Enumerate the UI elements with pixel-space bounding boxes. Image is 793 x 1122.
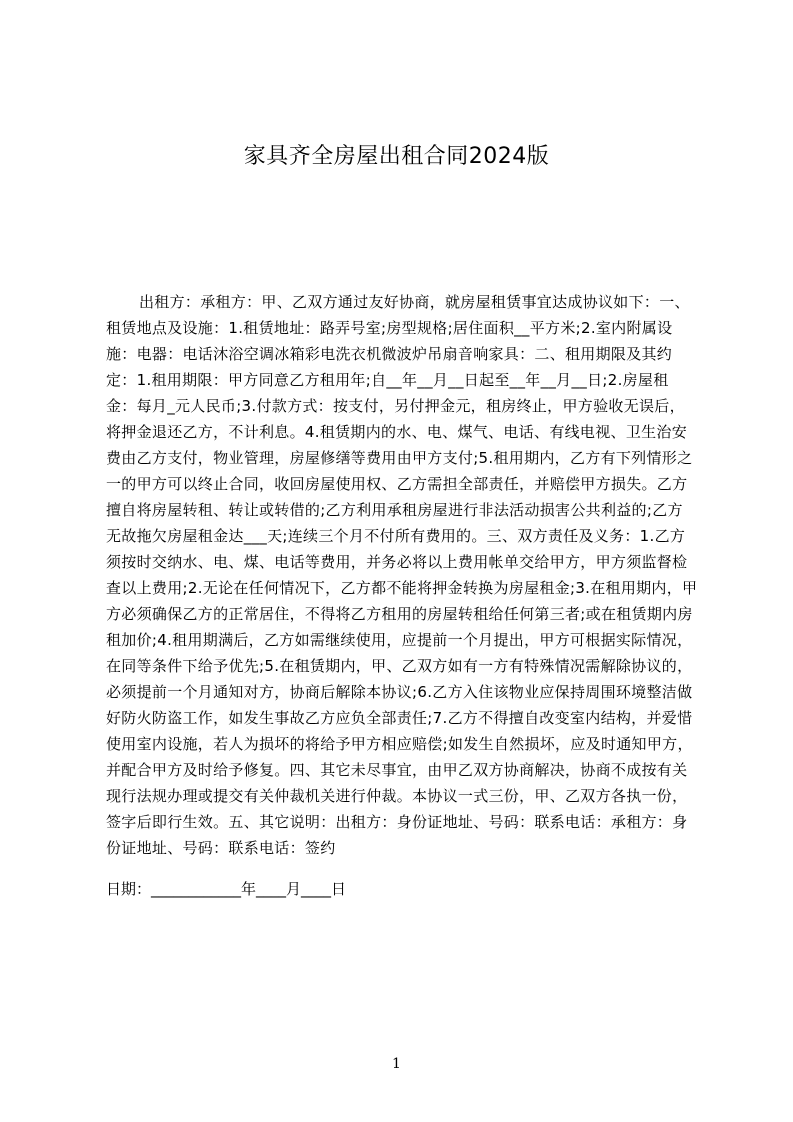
contract-body-text: 出租方：承租方：甲、乙双方通过友好协商，就房屋租赁事宜达成协议如下：一、租赁地点及设施：1.租赁地址：路弄号室;房型规格;居住面积__平方米;2.室内附属设施：电器：电话沐浴空调冰箱彩电洗衣机微波炉吊扇音响家具：二、租用期限及其约定：1.租用期限：甲方同意乙方租用年;自__年__月__日起至__年__月__日;2.房屋租金：每月_元人民币;3.付款方式：按支付，另付押金元，租房终止，甲方验收无误后，将押金退还乙方，不计利息。4.租赁期内的水、电、煤气、电话、有线电视、卫生治安费由乙方支付，物业管理，房屋修缮等费用由甲方支付;5.租用期内，乙方有下列情形之一的甲方可以终止合同，收回房屋使用权、乙方需担全部责任，并赔偿甲方损失。乙方擅自将房屋转租、转让或转借的;乙方利用承租房屋进行非法活动损害公共利益的;乙方无故拖欠房屋租金达___天;连续三个月不付所有费用的。三、双方责任及义务：1.乙方须按时交纳水、电、煤、电话等费用，并务必将以上费用帐单交给甲方，甲方须监督检查以上费用;2.无论在任何情况下，乙方都不能将押金转换为房屋租金;3.在租用期内，甲方必须确保乙方的正常居住，不得将乙方租用的房屋转租给任何第三者;或在租赁期内房租加价;4.租用期满后，乙方如需继续使用，应提前一个月提出，甲方可根据实际情况，在同等条件下给予优先;5.在租赁期内，甲、乙双方如有一方有特殊情况需解除协议的，必须提前一个月通知对方，协商后解除本协议;6.乙方入住该物业应保持周围环境整洁做好防火防盗工作，如发生事故乙方应负全部责任;7.乙方不得擅自改变室内结构，并爱惜使用室内设施，若人为损坏的将给予甲方相应赔偿;如发生自然损坏，应及时通知甲方，并配合甲方及时给予修复。四、其它未尽事宜，由甲乙双方协商解决，协商不成按有关现行法规办理或提交有关仲裁机关进行仲裁。本协议一式三份，甲、乙双方各执一份，签字后即行生效。五、其它说明：出租方：身份证地址、号码：联系电话：承租方：身份证地址、号码：联系电话：签约 (106, 293, 698, 857)
document-title: 家具齐全房屋出租合同2024版 (243, 144, 550, 169)
signing-date-line: 日期：____________年____月____日 (106, 880, 347, 898)
page-number: 1 (392, 1056, 401, 1072)
